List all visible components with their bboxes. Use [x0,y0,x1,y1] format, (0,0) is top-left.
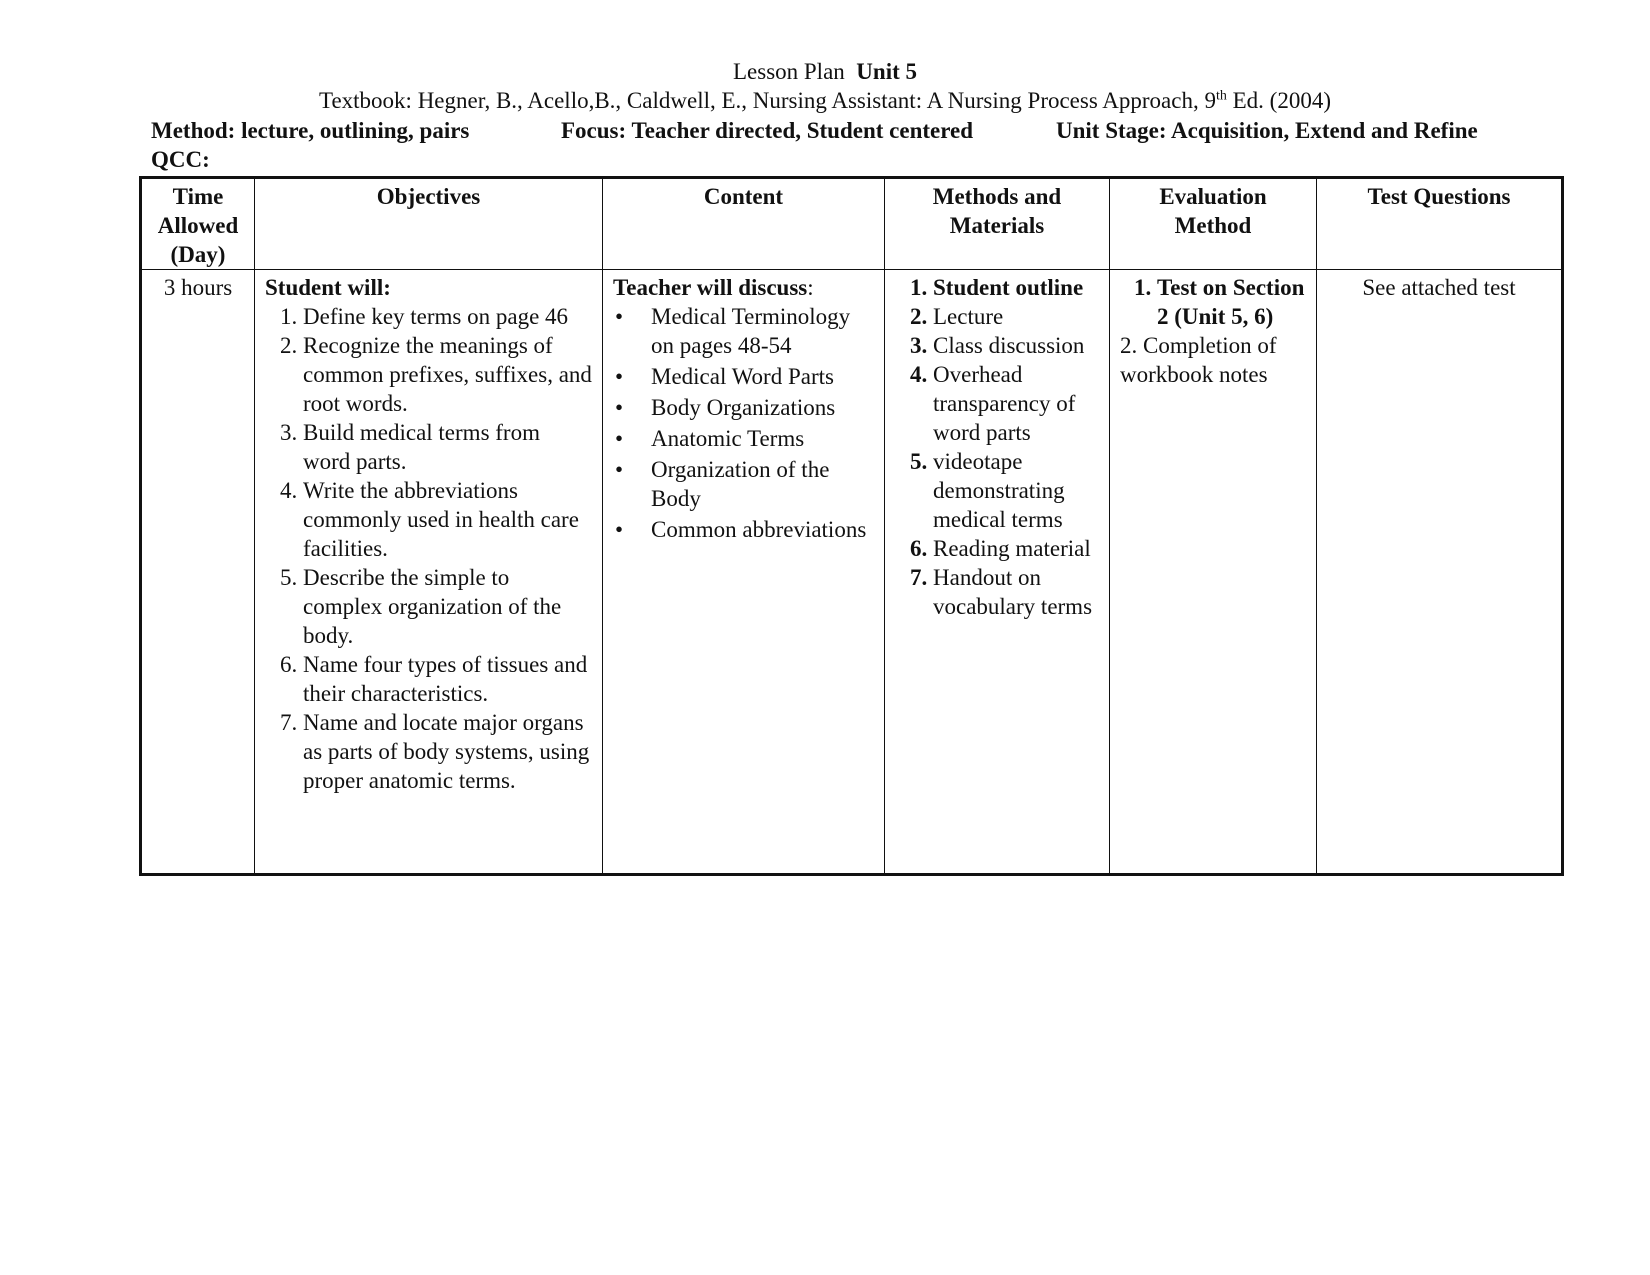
header-evaluation-method: Evaluation Method [1110,178,1317,270]
list-item: • Medical Word Parts [651,362,874,391]
list-item: 7. Handout on vocabulary terms [933,563,1099,621]
header-methods-materials: Methods and Materials [885,178,1110,270]
list-item: 6. Name four types of tissues and their characteristics. [303,650,592,708]
list-item: 6. Reading material [933,534,1099,563]
list-item: 5. videotape demonstrating medical terms [933,447,1099,534]
focus-label: Focus: Teacher directed, Student centered [561,118,974,143]
list-item: • Body Organizations [651,393,874,422]
evaluation-list [1120,273,1306,302]
list-item: • Anatomic Terms [651,424,874,453]
cell-content [603,270,885,875]
list-item: 1. Define key terms on page 46 [303,302,592,331]
test-questions-value: See attached test [1362,275,1516,300]
table-header-row [141,178,1563,270]
header-test-questions: Test Questions [1317,178,1563,270]
evaluation-item-1b: 2 (Unit 5, 6) [1157,304,1274,329]
textbook-main: Textbook: Hegner, B., Acello,B., Caldwell, E., Nursing Assistant: A Nursing Process Approach, 9 [319,88,1216,113]
qcc-label: QCC: [151,147,210,172]
textbook-citation [0,87,1650,115]
list-item: 2. Recognize the meanings of common prefixes, suffixes, and root words. [303,331,592,418]
textbook-superscript: th [1215,88,1227,104]
unit-stage-label: Unit Stage: Acquisition, Extend and Refine [1056,118,1478,143]
content-lead: Teacher will discuss [613,275,808,300]
time-value: 3 hours [163,275,233,300]
cell-time-allowed [141,270,255,875]
title-unit: Unit 5 [856,59,917,84]
list-item [1157,273,1306,302]
cell-test-questions [1317,270,1563,875]
cell-evaluation-method [1110,270,1317,875]
list-item: 1. Student outline [933,273,1099,302]
objectives-list [265,302,592,795]
content-lead-colon: : [807,275,814,300]
header-content: Content [603,178,885,270]
textbook-edition: Ed. (2004) [1226,88,1331,113]
header-objectives: Objectives [255,178,603,270]
content-lead-line [613,273,874,302]
list-item: 7. Name and locate major organs as parts of body systems, using proper anatomic terms. [303,708,592,795]
evaluation-item-1a: Test on Section [1157,275,1305,300]
page-title [0,58,1650,86]
table-row [141,270,1563,875]
methods-list [895,273,1099,621]
cell-objectives [255,270,603,875]
list-item: 5. Describe the simple to complex organization of the body. [303,563,592,650]
evaluation-item-2: 2. Completion of workbook notes [1120,333,1277,387]
title-prefix: Lesson Plan [732,59,845,84]
objectives-lead: Student will: [265,275,391,300]
list-item: 2. Lecture [933,302,1099,331]
list-item: • Medical Terminology on pages 48-54 [651,302,874,360]
cell-methods-materials [885,270,1110,875]
list-item: 3. Class discussion [933,331,1099,360]
header-time-allowed: Time Allowed (Day) [141,178,255,270]
list-item: 4. Overhead transparency of word parts [933,360,1099,447]
list-item: 3. Build medical terms from word parts. [303,418,592,476]
list-item: • Common abbreviations [651,515,874,544]
method-label: Method: lecture, outlining, pairs [151,118,470,143]
list-item: • Organization of the Body [651,455,874,513]
lesson-plan-table [139,176,1564,876]
list-item: 4. Write the abbreviations commonly used in health care facilities. [303,476,592,563]
content-list [613,302,874,544]
